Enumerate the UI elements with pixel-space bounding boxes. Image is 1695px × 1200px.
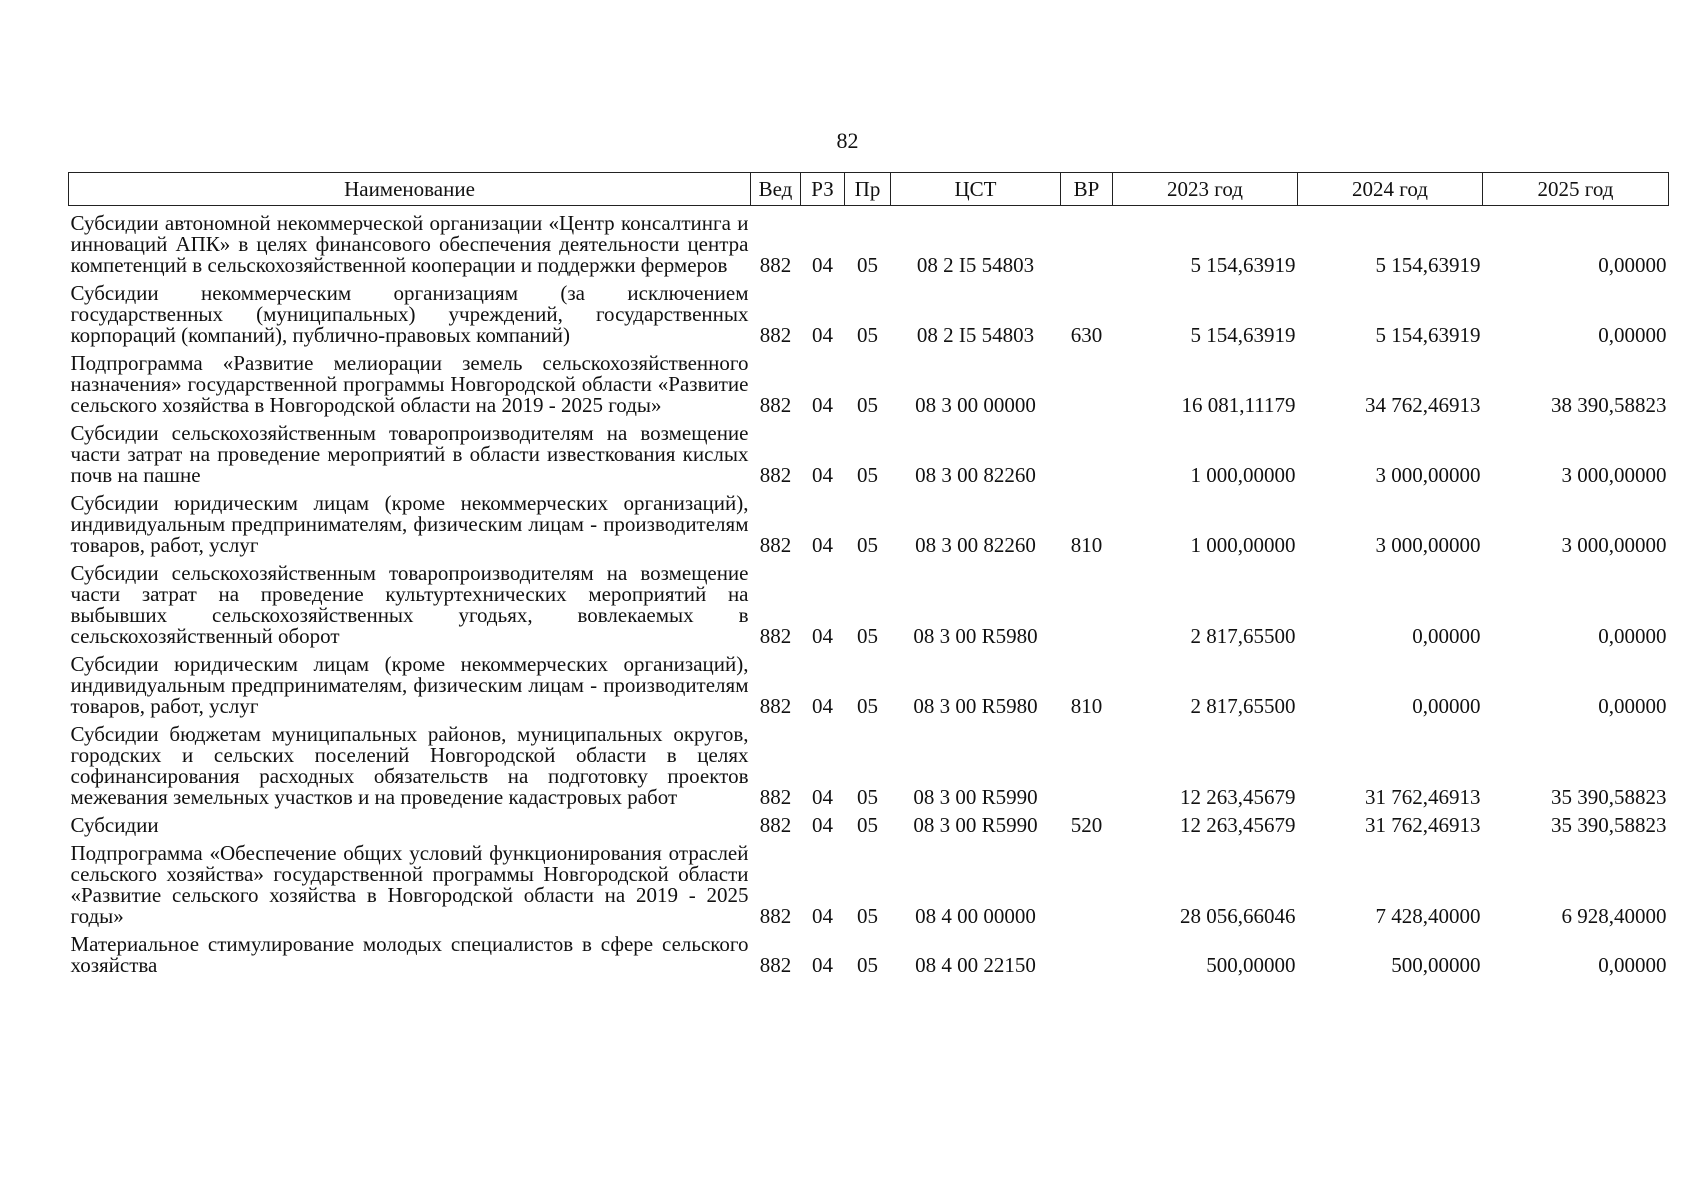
row-ved: 882 <box>759 953 792 977</box>
row-rz: 04 <box>812 953 833 977</box>
row-rz: 04 <box>812 694 833 718</box>
row-name: Субсидии сельскохозяйственным товаропроизводителям на возмещение части затрат на проведение культуртехнических мероприятий на выбывших сельскохозяйственных угодьях, вовлекаемых в сельскохозяйственный оборот <box>70 561 749 648</box>
row-2025: 0,00000 <box>1598 624 1667 648</box>
row-2025: 0,00000 <box>1598 953 1667 977</box>
row-name: Подпрограмма «Развитие мелиорации земель сельскохозяйственного назначения» государственной программы Новгородской области «Развитие сельского хозяйства в Новгородской области на 2019 - 2025 годы» <box>70 351 749 417</box>
row-2023: 2 817,65500 <box>1190 624 1296 648</box>
row-cst: 08 2 I5 54803 <box>916 253 1035 277</box>
row-pr: 05 <box>857 785 878 809</box>
page-number: 82 <box>836 128 859 153</box>
header-pr: Пр <box>845 173 891 206</box>
row-ved: 882 <box>759 533 792 557</box>
row-ved: 882 <box>759 785 792 809</box>
row-cst: 08 3 00 82260 <box>915 533 1036 557</box>
row-name: Субсидии юридическим лицам (кроме некоммерческих организаций), индивидуальным предпринимателям, физическим лицам - производителям товаров, работ, услуг <box>70 491 749 557</box>
row-vr <box>1061 836 1113 927</box>
row-pr: 05 <box>857 624 878 648</box>
row-ved: 882 <box>759 393 792 417</box>
row-2023: 1 000,00000 <box>1190 463 1296 487</box>
header-cst: ЦСТ <box>891 173 1061 206</box>
table-row <box>69 836 1669 927</box>
row-2023: 16 081,11179 <box>1181 393 1296 417</box>
row-2025: 0,00000 <box>1598 694 1667 718</box>
row-2024: 0,00000 <box>1412 624 1481 648</box>
row-cst: 08 3 00 R5990 <box>913 813 1038 837</box>
row-ved: 882 <box>759 624 792 648</box>
table-row <box>69 927 1669 976</box>
row-name: Субсидии бюджетам муниципальных районов, муниципальных округов, городских и сельских поселений Новгородской области в целях софинансирования расходных обязательств на подготовку проектов межевания земельных участков и на проведение кадастровых работ <box>70 722 749 809</box>
row-name: Субсидии <box>70 813 159 837</box>
row-vr: 520 <box>1070 813 1103 837</box>
row-2025: 3 000,00000 <box>1561 463 1667 487</box>
table-row <box>69 717 1669 808</box>
header-2024: 2024 год <box>1298 173 1483 206</box>
row-pr: 05 <box>857 533 878 557</box>
header-2025: 2025 год <box>1483 173 1669 206</box>
header-vr: ВР <box>1061 173 1113 206</box>
row-2024: 500,00000 <box>1391 953 1481 977</box>
table-row <box>69 206 1669 277</box>
table-row <box>69 416 1669 486</box>
budget-table <box>68 172 1669 976</box>
row-vr: 630 <box>1070 323 1103 347</box>
table-row <box>69 647 1669 717</box>
row-2024: 31 762,46913 <box>1365 813 1481 837</box>
row-rz: 04 <box>812 533 833 557</box>
row-2025: 38 390,58823 <box>1551 393 1667 417</box>
row-cst: 08 4 00 00000 <box>915 904 1036 928</box>
header-ved: Вед <box>751 173 801 206</box>
row-2023: 5 154,63919 <box>1190 253 1296 277</box>
row-ved: 882 <box>759 463 792 487</box>
row-name: Субсидии некоммерческим организациям (за исключением государственных (муниципальных) учреждений, государственных корпораций (компаний), публично-правовых компаний) <box>70 281 749 347</box>
row-rz: 04 <box>812 463 833 487</box>
row-2023: 12 263,45679 <box>1180 813 1296 837</box>
row-vr <box>1061 556 1113 647</box>
row-vr: 810 <box>1070 694 1103 718</box>
row-rz: 04 <box>812 393 833 417</box>
table-row <box>69 346 1669 416</box>
row-vr: 810 <box>1070 533 1103 557</box>
header-rz: РЗ <box>801 173 845 206</box>
row-cst: 08 3 00 R5990 <box>913 785 1038 809</box>
row-vr <box>1061 927 1113 976</box>
row-2023: 500,00000 <box>1206 953 1296 977</box>
row-cst: 08 3 00 R5980 <box>913 694 1038 718</box>
row-pr: 05 <box>857 953 878 977</box>
row-pr: 05 <box>857 463 878 487</box>
row-cst: 08 2 I5 54803 <box>916 323 1035 347</box>
row-cst: 08 3 00 00000 <box>915 393 1036 417</box>
header-name: Наименование <box>69 173 751 206</box>
row-2024: 3 000,00000 <box>1375 533 1481 557</box>
row-rz: 04 <box>812 904 833 928</box>
row-2025: 6 928,40000 <box>1561 904 1667 928</box>
row-name: Материальное стимулирование молодых специалистов в сфере сельского хозяйства <box>70 932 749 977</box>
row-2024: 31 762,46913 <box>1365 785 1481 809</box>
header-2023: 2023 год <box>1113 173 1298 206</box>
row-pr: 05 <box>857 253 878 277</box>
row-2023: 12 263,45679 <box>1180 785 1296 809</box>
row-2025: 35 390,58823 <box>1551 813 1667 837</box>
row-ved: 882 <box>759 904 792 928</box>
table-header <box>69 173 1669 206</box>
row-pr: 05 <box>857 393 878 417</box>
row-vr <box>1061 416 1113 486</box>
row-ved: 882 <box>759 813 792 837</box>
row-name: Субсидии автономной некоммерческой организации «Центр консалтинга и инноваций АПК» в целях финансового обеспечения деятельности центра компетенций в сельскохозяйственной кооперации и поддержки фермеров <box>70 211 749 277</box>
row-pr: 05 <box>857 323 878 347</box>
row-2024: 34 762,46913 <box>1365 393 1481 417</box>
row-2024: 5 154,63919 <box>1375 253 1481 277</box>
row-rz: 04 <box>812 323 833 347</box>
row-pr: 05 <box>857 694 878 718</box>
table-row <box>69 276 1669 346</box>
row-name: Субсидии юридическим лицам (кроме некоммерческих организаций), индивидуальным предпринимателям, физическим лицам - производителям товаров, работ, услуг <box>70 652 749 718</box>
row-vr <box>1061 206 1113 277</box>
row-2024: 0,00000 <box>1412 694 1481 718</box>
row-name: Субсидии сельскохозяйственным товаропроизводителям на возмещение части затрат на проведение мероприятий в области известкования кислых почв на пашне <box>70 421 749 487</box>
row-rz: 04 <box>812 624 833 648</box>
row-2023: 28 056,66046 <box>1180 904 1296 928</box>
row-2023: 1 000,00000 <box>1190 533 1296 557</box>
row-2025: 0,00000 <box>1598 253 1667 277</box>
row-cst: 08 4 00 22150 <box>915 953 1036 977</box>
row-ved: 882 <box>759 323 792 347</box>
row-2025: 3 000,00000 <box>1561 533 1667 557</box>
row-vr <box>1061 717 1113 808</box>
row-2024: 5 154,63919 <box>1375 323 1481 347</box>
row-2023: 5 154,63919 <box>1190 323 1296 347</box>
row-2025: 0,00000 <box>1598 323 1667 347</box>
row-vr <box>1061 346 1113 416</box>
row-pr: 05 <box>857 904 878 928</box>
table-row <box>69 808 1669 836</box>
row-rz: 04 <box>812 253 833 277</box>
table-row <box>69 556 1669 647</box>
row-pr: 05 <box>857 813 878 837</box>
row-ved: 882 <box>759 253 792 277</box>
row-ved: 882 <box>759 694 792 718</box>
row-2023: 2 817,65500 <box>1190 694 1296 718</box>
row-cst: 08 3 00 82260 <box>915 463 1036 487</box>
row-name: Подпрограмма «Обеспечение общих условий функционирования отраслей сельского хозяйства» государственной программы Новгородской области «Развитие сельского хозяйства в Новгородской области на 2019 - 2025 годы» <box>70 841 749 928</box>
row-rz: 04 <box>812 813 833 837</box>
table-row <box>69 486 1669 556</box>
row-2024: 7 428,40000 <box>1375 904 1481 928</box>
row-2024: 3 000,00000 <box>1375 463 1481 487</box>
row-2025: 35 390,58823 <box>1551 785 1667 809</box>
row-cst: 08 3 00 R5980 <box>913 624 1038 648</box>
row-rz: 04 <box>812 785 833 809</box>
